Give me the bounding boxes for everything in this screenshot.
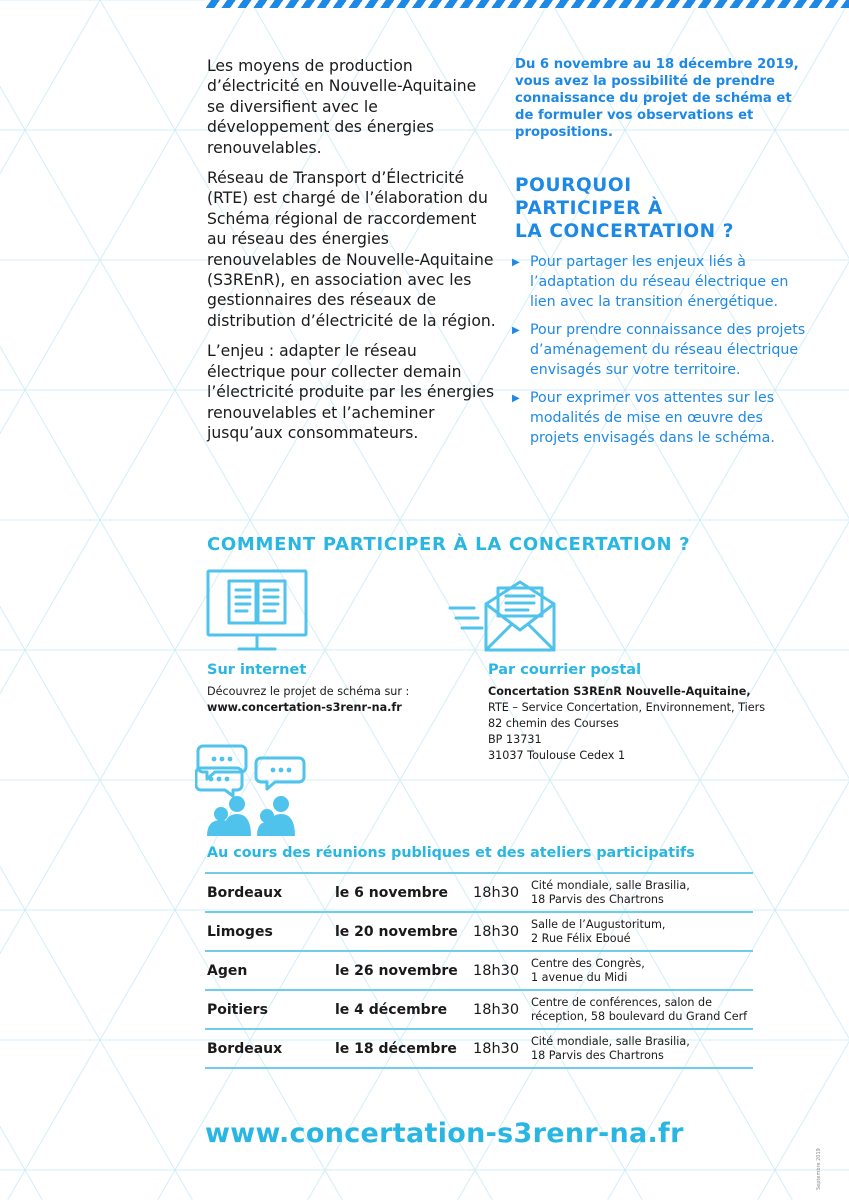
meeting-time: 18h30 (473, 923, 520, 940)
reason-text: Pour prendre connaissance des projets d’aménagement du réseau électrique envisagés sur votre territoire. (530, 322, 806, 378)
postal-heading: Par courrier postal (488, 662, 642, 678)
triangle-arrow-icon: ▶ (512, 257, 520, 268)
intro-paragraph-2: Réseau de Transport d’Électricité (RTE) est chargé de l’élaboration du Schéma régional de raccordement au réseau des énergies renouvelables de Nouvelle-Aquitaine (S3REnR), en association avec les gestionnaires des réseaux de distribution d’électricité de la région. (207, 169, 496, 330)
pourquoi-participer-heading (515, 174, 815, 243)
internet-text: Découvrez le projet de schéma sur : (207, 685, 410, 698)
meeting-time: 18h30 (473, 962, 520, 979)
footer-website-link[interactable]: www.concertation-s3renr-na.fr (205, 1118, 684, 1149)
meeting-place-line: 2 Rue Félix Eboué (531, 931, 631, 945)
meeting-date: le 26 novembre (335, 962, 458, 979)
meeting-place-line: réception, 58 boulevard du Grand Cerf (531, 1009, 748, 1023)
meeting-date: le 4 décembre (335, 1001, 448, 1018)
meeting-place-line: Centre des Congrès, (531, 957, 645, 970)
postal-section (488, 662, 808, 764)
meeting-date: le 6 novembre (335, 884, 448, 901)
intro-text (207, 56, 497, 453)
people-chat-icon (195, 740, 307, 840)
meeting-place-line: 1 avenue du Midi (531, 970, 628, 984)
meeting-city: Limoges (207, 923, 273, 940)
meeting-place-line: 18 Parvis des Chartrons (531, 892, 664, 906)
postal-recipient: Concertation S3REnR Nouvelle-Aquitaine, (488, 685, 751, 698)
meeting-place (531, 912, 753, 951)
meeting-place-line: Centre de conférences, salon de (531, 996, 712, 1009)
reason-item (510, 320, 810, 380)
print-date-note: Septembre 2019 (816, 1148, 822, 1190)
pourquoi-heading-line-2: PARTICIPER À (515, 198, 663, 219)
meeting-date: le 18 décembre (335, 1040, 457, 1057)
table-row (205, 1029, 753, 1068)
meetings-table (205, 872, 753, 1069)
reason-text: Pour exprimer vos attentes sur les modalités de mise en œuvre des projets envisagés dans le schéma. (530, 390, 775, 446)
meeting-place (531, 1029, 753, 1068)
postal-address-line: 82 chemin des Courses (488, 717, 619, 730)
postal-address-line: RTE – Service Concertation, Environnement, Tiers (488, 701, 766, 714)
intro-paragraph-3: L’enjeu : adapter le réseau électrique pour collecter demain l’électricité produite par les énergies renouvelables et l’acheminer jusqu’aux consommateurs. (207, 342, 495, 442)
consultation-dates-note: Du 6 novembre au 18 décembre 2019, vous avez la possibilité de prendre connaissance du projet de schéma et de formuler vos observations et propositions. (515, 57, 799, 140)
intro-paragraph-1: Les moyens de production d’électricité en Nouvelle-Aquitaine se diversifient avec le développement des énergies renouvelables. (207, 57, 477, 157)
reason-item (510, 252, 810, 312)
table-row (205, 912, 753, 951)
table-row (205, 990, 753, 1029)
meetings-heading: Au cours des réunions publiques et des ateliers participatifs (207, 845, 695, 861)
table-row (205, 873, 753, 912)
meeting-city: Poitiers (207, 1001, 268, 1018)
reasons-list (510, 252, 810, 456)
reason-item (510, 388, 810, 448)
meeting-city: Bordeaux (207, 884, 283, 901)
meeting-place (531, 873, 753, 912)
meeting-place (531, 990, 753, 1029)
vertical-print-note (816, 1030, 828, 1190)
triangle-arrow-icon: ▶ (512, 393, 520, 404)
meeting-time: 18h30 (473, 1001, 520, 1018)
reason-text: Pour partager les enjeux liés à l’adaptation du réseau électrique en lien avec la transition énergétique. (530, 254, 789, 310)
table-row (205, 951, 753, 990)
envelope-icon (448, 578, 558, 654)
meeting-place-line: Cité mondiale, salle Brasilia, (531, 1035, 690, 1048)
internet-url-link[interactable]: www.concertation-s3renr-na.fr (207, 701, 402, 714)
triangle-arrow-icon: ▶ (512, 325, 520, 336)
meeting-city: Agen (207, 962, 248, 979)
meeting-place-line: Salle de l’Augustoritum, (531, 918, 666, 931)
postal-address-line: BP 13731 (488, 733, 542, 746)
top-hatched-stripe (205, 0, 849, 8)
internet-heading: Sur internet (207, 662, 307, 678)
internet-section (207, 662, 467, 716)
meeting-place-line: 18 Parvis des Chartrons (531, 1048, 664, 1062)
meeting-place-line: Cité mondiale, salle Brasilia, (531, 879, 690, 892)
computer-document-icon (205, 568, 309, 654)
meeting-time: 18h30 (473, 884, 520, 901)
meeting-place (531, 951, 753, 990)
comment-participer-heading: COMMENT PARTICIPER À LA CONCERTATION ? (207, 534, 691, 555)
postal-address-line: 31037 Toulouse Cedex 1 (488, 749, 626, 762)
meeting-date: le 20 novembre (335, 923, 458, 940)
pourquoi-heading-line-3: LA CONCERTATION ? (515, 221, 735, 242)
meeting-city: Bordeaux (207, 1040, 283, 1057)
pourquoi-heading-line-1: POURQUOI (515, 175, 632, 196)
meeting-time: 18h30 (473, 1040, 520, 1057)
